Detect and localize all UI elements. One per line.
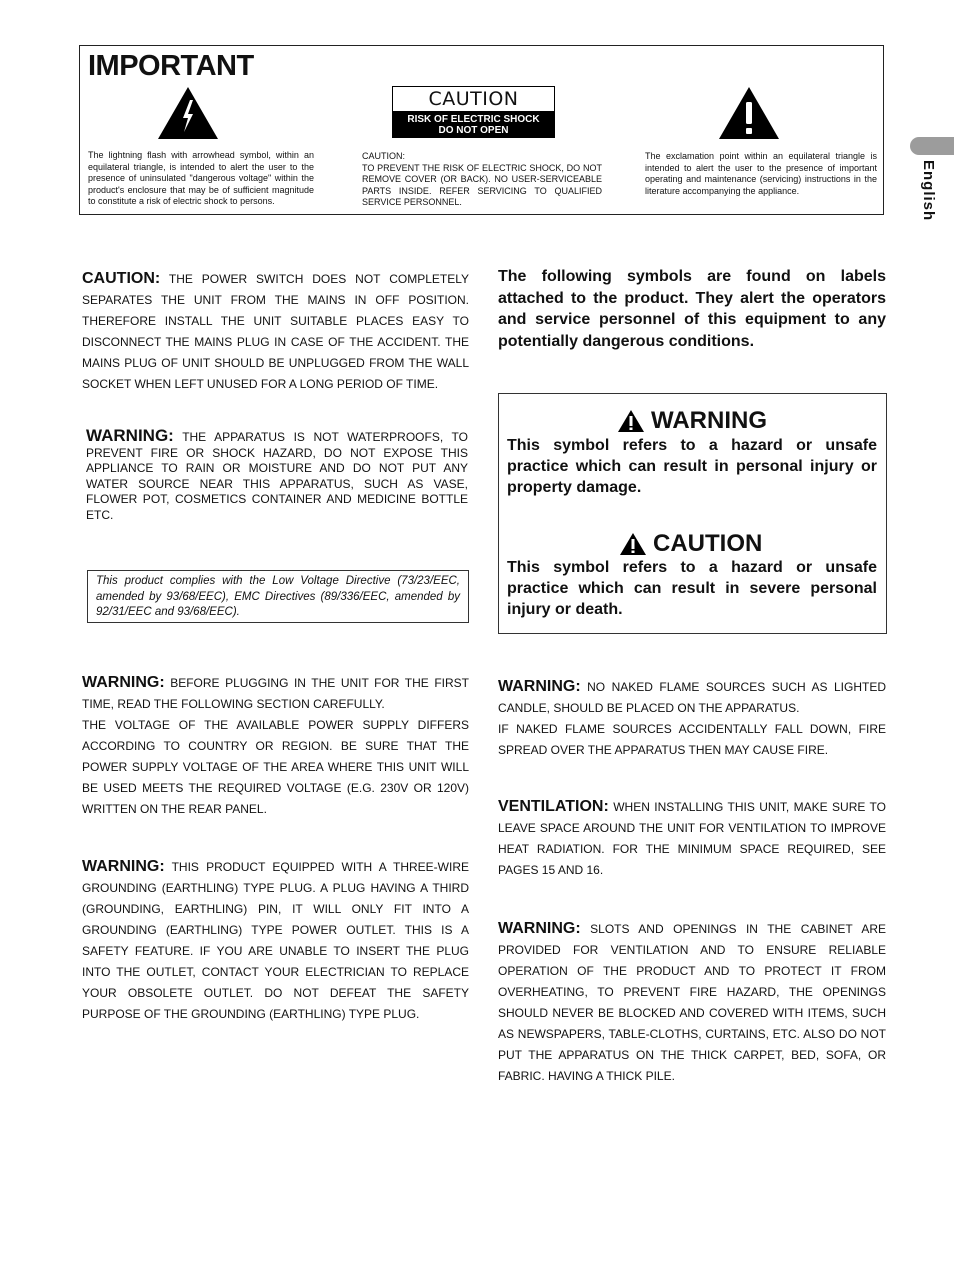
lightning-warning-icon — [157, 86, 219, 140]
ground-text: THIS PRODUCT EQUIPPED WITH A THREE-WIRE GROUNDING (EARTHLING) TYPE PLUG. A PLUG HAVING A THIRD (GROUNDING, EARTHLING) PIN, IT WILL ONLY FIT INTO A GROUNDING (EARTHLING) TYPE POWER OUTLET. THIS IS A SAFETY FEATURE. IF YOU ARE UNABLE TO INSERT THE PLUG INTO THE OUTLET, CONTACT YOUR ELECTRICIAN TO REPLACE YOUR OBSOLETE OUTLET. DO NOT DEFEAT THE SAFETY PURPOSE OF THE GROUNDING (EARTHLING) TYPE PLUG. — [82, 860, 469, 1021]
caution-symbol-heading — [619, 530, 762, 558]
caution-triangle-icon — [619, 532, 647, 556]
page-title: IMPORTANT — [88, 50, 254, 82]
caution-lead: CAUTION: — [82, 270, 161, 287]
ventilation-note — [498, 796, 886, 881]
flame-lead: WARNING: — [498, 678, 581, 695]
ground-lead: WARNING: — [82, 858, 165, 875]
caution-label-line2: DO NOT OPEN — [438, 125, 509, 136]
water-text: THE APPARATUS IS NOT WATERPROOFS, TO PREVENT FIRE OR SHOCK HAZARD, DO NOT EXPOSE THIS APPLIANCE TO RAIN OR MOISTURE AND DO NOT PUT ANY WATER SOURCE NEAR THIS APPARATUS, SUCH AS VASE, FLOWER POT, COSMETICS CONTAINER AND MEDICINE BOTTLE ETC. — [86, 430, 468, 522]
language-label — [905, 160, 945, 230]
warning-symbol-text: This symbol refers to a hazard or unsafe practice which can result in personal injury or property damage. — [507, 437, 877, 496]
caution-text: THE POWER SWITCH DOES NOT COMPLETELY SEPARATES THE UNIT FROM THE MAINS IN OFF POSITION. THEREFORE INSTALL THE UNIT SUITABLE PLACES EASY TO DISCONNECT THE MAINS PLUG IN CASE OF THE ACCIDENT. THE MAINS PLUG OF UNIT SHOULD BE UNPLUGGED FROM THE WALL SOCKET WHEN LEFT UNUSED FOR A LONG PERIOD OF TIME. — [82, 272, 469, 391]
slots-text: SLOTS AND OPENINGS IN THE CABINET ARE PROVIDED FOR VENTILATION AND TO ENSURE RELIABLE OPERATION OF THE PRODUCT AND TO PROTECT IT FROM OVERHEATING, TO PREVENT FIRE HAZARD, THE OPENINGS SHOULD NEVER BE BLOCKED AND COVERED WITH ITEMS, SUCH AS NEWSPAPERS, TABLE-CLOTHS, CURTAINS, ETC. ALSO DO NOT PUT THE APPARATUS ON THE THICK CARPET, BED, SOFA, OR FABRIC. HAVING A THICK PILE. — [498, 922, 886, 1083]
power-text2: THE VOLTAGE OF THE AVAILABLE POWER SUPPLY DIFFERS ACCORDING TO COUNTRY OR REGION. BE SURE THAT THE POWER SUPPLY VOLTAGE OF THE AREA WHERE THIS UNIT WILL BE USED MEETS THE REQUIRED VOLTAGE (E.G. 230V OR 120V) WRITTEN ON THE REAR PANEL. — [82, 718, 469, 816]
caution-head-text: CAUTION — [653, 530, 763, 557]
caution-label-title: CAUTION — [393, 87, 554, 111]
flame-text1: NO NAKED FLAME SOURCES SUCH AS LIGHTED CANDLE, SHOULD BE PLACED ON THE APPARATUS. — [498, 680, 886, 715]
caution-note-text: TO PREVENT THE RISK OF ELECTRIC SHOCK, DO NOT REMOVE COVER (OR BACK). NO USER-SERVICEABLE PARTS INSIDE. REFER SERVICING TO QUALIFIED SERVICE PERSONNEL. — [362, 162, 602, 207]
symbols-intro: The following symbols are found on labels attached to the product. They alert the operators and service personnel of this equipment to any potentially dangerous conditions. — [498, 268, 886, 350]
language-tab — [910, 137, 954, 155]
caution-symbol-text: This symbol refers to a hazard or unsafe practice which can result in severe personal injury or death. — [507, 559, 877, 618]
vent-text: WHEN INSTALLING THIS UNIT, MAKE SURE TO LEAVE SPACE AROUND THE UNIT FOR VENTILATION TO IMPROVE HEAT RADIATION. FOR THE MINIMUM SPACE REQUIRED, SEE PAGES 15 AND 16. — [498, 800, 886, 877]
power-text1: BEFORE PLUGGING IN THE UNIT FOR THE FIRST TIME, READ THE FOLLOWING SECTION CAREFULLY. — [82, 676, 469, 711]
language-label-text: English — [920, 160, 937, 222]
caution-label-warning — [393, 111, 554, 138]
warning-slots-openings — [498, 918, 886, 1087]
caution-note — [362, 151, 602, 209]
caution-power-switch — [82, 268, 469, 395]
power-lead: WARNING: — [82, 674, 165, 691]
exclamation-warning-icon — [718, 86, 780, 140]
flame-text2: IF NAKED FLAME SOURCES ACCIDENTALLY FALL DOWN, FIRE SPREAD OVER THE APPARATUS THEN MAY CAUSE FIRE. — [498, 722, 886, 757]
lvd-compliance-box: This product complies with the Low Voltage Directive (73/23/EEC, amended by 93/68/EEC), EMC Directives (89/336/EEC, amended by 92/31/EEC and 93/68/EEC). — [87, 570, 469, 623]
exclamation-note: The exclamation point within an equilateral triangle is intended to alert the user to the presence of important operating and maintenance (servicing) instructions in the literature accompanying the appliance. — [645, 151, 877, 196]
vent-lead: VENTILATION: — [498, 798, 609, 815]
caution-label — [392, 86, 555, 138]
warning-naked-flame — [498, 676, 886, 761]
caution-label-line1: RISK OF ELECTRIC SHOCK — [407, 114, 540, 125]
warning-grounding — [82, 856, 469, 1025]
lightning-note: The lightning flash with arrowhead symbol, within an equilateral triangle, is intended to alert the user to the presence of uninsulated "dangerous voltage" within the product's enclosure that may be of sufficient magnitude to constitute a risk of electric shock to persons. — [88, 150, 314, 206]
warning-waterproof — [86, 428, 468, 523]
slots-lead: WARNING: — [498, 920, 581, 937]
warning-head-text: WARNING — [651, 407, 767, 434]
water-lead: WARNING: — [86, 426, 174, 445]
caution-note-title: CAUTION: — [362, 151, 406, 161]
warning-symbol-heading — [617, 407, 767, 435]
warning-power-supply — [82, 672, 469, 820]
warning-triangle-icon — [617, 409, 645, 433]
